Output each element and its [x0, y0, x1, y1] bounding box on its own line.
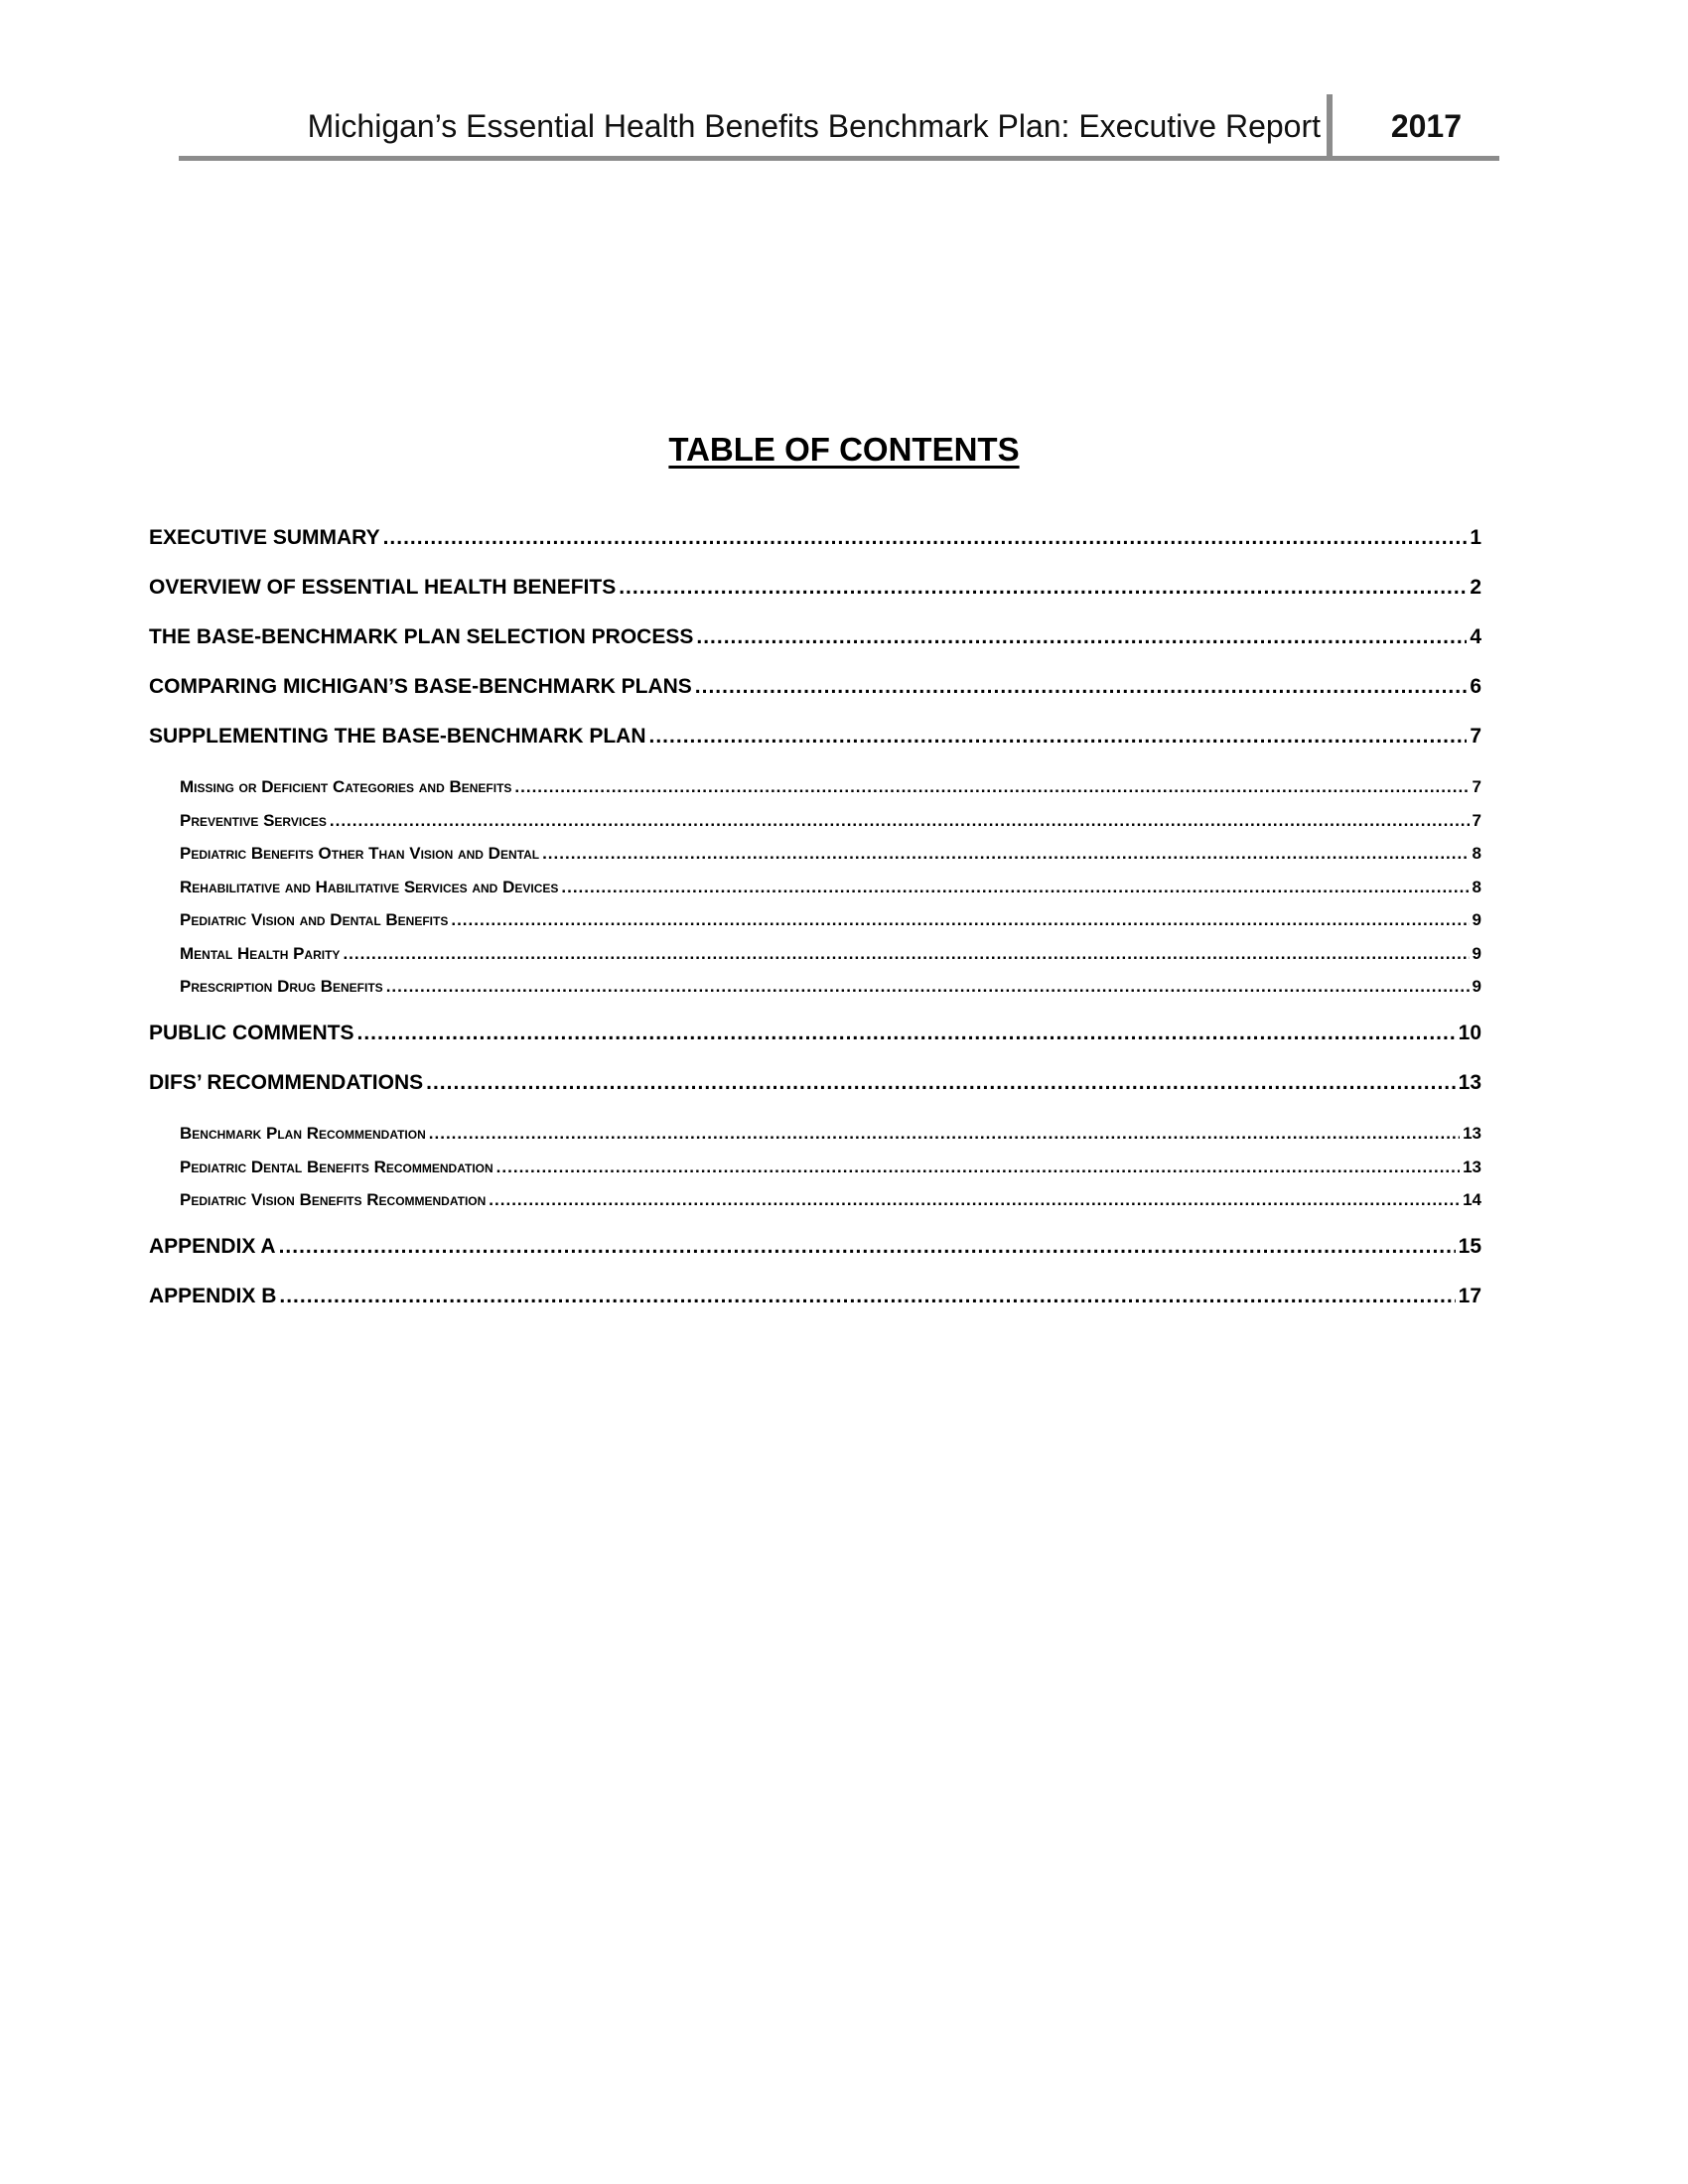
toc-page-number: 13	[1458, 1071, 1481, 1094]
header-divider	[1327, 94, 1333, 160]
toc-entry-label: EXECUTIVE SUMMARY	[149, 526, 380, 549]
toc-entry-label: DIFS’ RECOMMENDATIONS	[149, 1071, 424, 1094]
toc-leader	[357, 1022, 1456, 1045]
toc-page-number: 4	[1470, 625, 1481, 648]
toc-entry-label: OVERVIEW OF ESSENTIAL HEALTH BENEFITS	[149, 576, 617, 599]
toc-entry[interactable]	[149, 625, 1481, 649]
toc-entry-label: PUBLIC COMMENTS	[149, 1022, 354, 1044]
toc-leader	[649, 725, 1468, 749]
toc-leader	[343, 944, 1469, 964]
toc-entry-label: Prescription Drug Benefits	[180, 977, 383, 996]
toc-leader	[542, 844, 1469, 864]
toc-page-number: 2	[1470, 576, 1481, 599]
toc-entry-label: Pediatric Benefits Other Than Vision and Dental	[180, 844, 540, 863]
toc-subentry[interactable]	[180, 1190, 1481, 1210]
toc-subentry[interactable]	[180, 777, 1481, 797]
toc-subentry[interactable]	[180, 1124, 1481, 1144]
toc-entry-label: SUPPLEMENTING THE BASE-BENCHMARK PLAN	[149, 725, 646, 748]
toc-entry[interactable]	[149, 526, 1481, 550]
toc-leader	[561, 878, 1469, 897]
toc-leader	[426, 1071, 1456, 1095]
toc-leader	[489, 1190, 1460, 1210]
toc-page-number: 13	[1463, 1158, 1481, 1176]
toc-entry-label: THE BASE-BENCHMARK PLAN SELECTION PROCESS	[149, 625, 694, 648]
toc-page-number: 1	[1470, 526, 1481, 549]
header-year: 2017	[1390, 108, 1462, 144]
toc-subentry[interactable]	[180, 844, 1481, 864]
toc-entry[interactable]	[149, 725, 1481, 749]
toc-page-number: 14	[1463, 1190, 1481, 1209]
page-header	[179, 94, 1499, 164]
toc-entry-label: Mental Health Parity	[180, 944, 341, 963]
toc-page-number: 9	[1472, 977, 1481, 996]
toc-entry-label: APPENDIX B	[149, 1285, 277, 1307]
toc-leader	[429, 1124, 1460, 1144]
toc-entry-label: COMPARING MICHIGAN’S BASE-BENCHMARK PLANS	[149, 675, 692, 698]
toc-subentry[interactable]	[180, 811, 1481, 831]
header-rule	[179, 156, 1499, 161]
toc-leader	[330, 811, 1470, 831]
toc-title: TABLE OF CONTENTS	[668, 431, 1020, 468]
toc-page-number: 6	[1470, 675, 1481, 698]
toc-entry[interactable]	[149, 1285, 1481, 1308]
toc-page-number: 13	[1463, 1124, 1481, 1143]
toc-subentry[interactable]	[180, 878, 1481, 897]
toc-page-number: 10	[1458, 1022, 1481, 1044]
toc-leader	[619, 576, 1467, 600]
toc-subentry[interactable]	[180, 1158, 1481, 1177]
header-title: Michigan’s Essential Health Benefits Benchmark Plan: Executive Report	[307, 108, 1321, 144]
toc-entry-label: Pediatric Vision Benefits Recommendation	[180, 1190, 487, 1209]
toc-entry-label: Pediatric Dental Benefits Recommendation	[180, 1158, 493, 1176]
toc-page-number: 9	[1472, 944, 1481, 963]
toc-leader	[496, 1158, 1460, 1177]
toc-subentry[interactable]	[180, 910, 1481, 930]
toc-leader	[696, 625, 1467, 649]
toc-leader	[279, 1235, 1456, 1259]
toc-entry-label: APPENDIX A	[149, 1235, 276, 1258]
toc-page-number: 9	[1472, 910, 1481, 929]
toc-page-number: 7	[1470, 725, 1481, 748]
toc-entry-label: Missing or Deficient Categories and Benefits	[180, 777, 512, 796]
toc-leader	[386, 977, 1470, 997]
toc-entry[interactable]	[149, 1235, 1481, 1259]
toc-leader	[279, 1285, 1455, 1308]
toc-entry[interactable]	[149, 1022, 1481, 1045]
toc-page-number: 7	[1472, 811, 1481, 830]
toc-leader	[451, 910, 1469, 930]
toc-subentry[interactable]	[180, 944, 1481, 964]
toc-page-number: 7	[1472, 777, 1481, 796]
toc-page-number: 8	[1472, 878, 1481, 896]
toc-entry[interactable]	[149, 675, 1481, 699]
toc-entry-label: Preventive Services	[180, 811, 327, 830]
toc-leader	[514, 777, 1469, 797]
toc-entry-label: Rehabilitative and Habilitative Services and Devices	[180, 878, 559, 896]
toc-entry[interactable]	[149, 576, 1481, 600]
toc-page-number: 8	[1472, 844, 1481, 863]
toc-page-number: 17	[1458, 1285, 1481, 1307]
toc-leader	[695, 675, 1468, 699]
toc-entry-label: Benchmark Plan Recommendation	[180, 1124, 426, 1143]
toc-page-number: 15	[1458, 1235, 1481, 1258]
toc-subentry[interactable]	[180, 977, 1481, 997]
toc-entry-label: Pediatric Vision and Dental Benefits	[180, 910, 449, 929]
toc-entry[interactable]	[149, 1071, 1481, 1095]
toc-leader	[383, 526, 1468, 550]
